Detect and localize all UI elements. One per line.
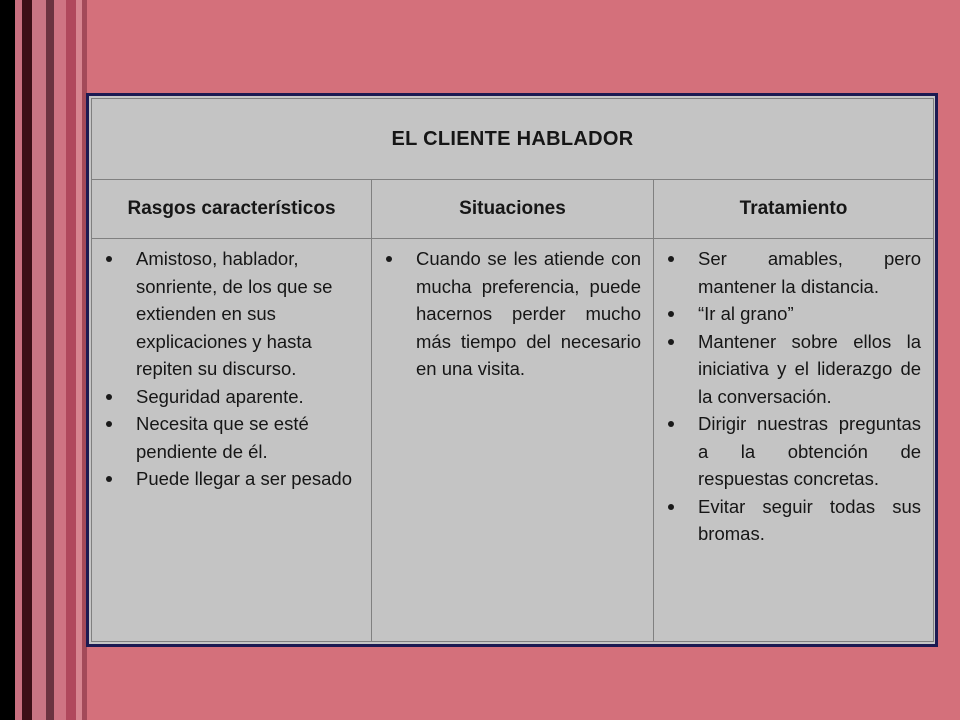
- bullet-icon: [668, 504, 674, 510]
- decorative-stripe: [15, 0, 22, 720]
- bullet-icon: [106, 394, 112, 400]
- list-item: [100, 245, 359, 383]
- situaciones-list: [380, 245, 641, 383]
- list-item-text: Dirigir nuestras preguntas a la obtención de respuestas concretas.: [698, 413, 922, 489]
- list-item-text: Necesita que se esté pendiente de él.: [136, 413, 309, 462]
- column-header-situaciones: Situaciones: [372, 180, 654, 239]
- bullet-icon: [106, 256, 112, 262]
- bullet-icon: [668, 256, 674, 262]
- bullet-icon: [668, 339, 674, 345]
- client-table: [91, 98, 934, 642]
- tratamiento-cell: [654, 239, 934, 642]
- decorative-stripe: [0, 0, 15, 720]
- list-item-text: Evitar seguir todas sus bromas.: [698, 495, 922, 544]
- table-frame: [86, 93, 938, 647]
- list-item: [100, 383, 359, 411]
- column-header-tratamiento: Tratamiento: [654, 180, 934, 239]
- list-item: [662, 410, 921, 493]
- list-item-text: Seguridad aparente.: [136, 385, 304, 407]
- bullet-icon: [106, 421, 112, 427]
- list-item-text: Puede llegar a ser pesado: [136, 468, 352, 489]
- list-item-text: Cuando se les atiende con mucha preferencia, puede hacernos perder mucho más tiempo del necesario en una visita.: [416, 248, 641, 379]
- decorative-stripe: [54, 0, 66, 720]
- decorative-stripe: [22, 0, 32, 720]
- list-item: [100, 465, 359, 493]
- list-item-text: “Ir al grano”: [698, 303, 794, 324]
- bullet-icon: [668, 311, 674, 317]
- list-item-text: Mantener sobre ellos la iniciativa y el liderazgo de la conversación.: [698, 330, 922, 407]
- bullet-icon: [386, 256, 392, 262]
- decorative-stripe: [46, 0, 54, 720]
- list-item: [380, 245, 641, 383]
- bullet-icon: [668, 421, 674, 427]
- list-item: [662, 493, 921, 548]
- bullet-icon: [106, 476, 112, 482]
- decorative-stripe: [32, 0, 46, 720]
- rasgos-list: [100, 245, 359, 493]
- column-header-rasgos: Rasgos característicos: [92, 180, 372, 239]
- list-item: [662, 245, 921, 300]
- list-item-text: Ser amables, pero mantener la distancia.: [698, 248, 922, 297]
- list-item: [100, 410, 359, 465]
- table-title: EL CLIENTE HABLADOR: [92, 99, 934, 180]
- list-item: [662, 328, 921, 411]
- rasgos-cell: [92, 239, 372, 642]
- decorative-stripe: [66, 0, 76, 720]
- situaciones-cell: [372, 239, 654, 642]
- tratamiento-list: [662, 245, 921, 548]
- list-item: [662, 300, 921, 328]
- list-item-text: Amistoso, hablador, sonriente, de los que se extienden en sus explicaciones y hasta repiten su discurso.: [136, 248, 333, 379]
